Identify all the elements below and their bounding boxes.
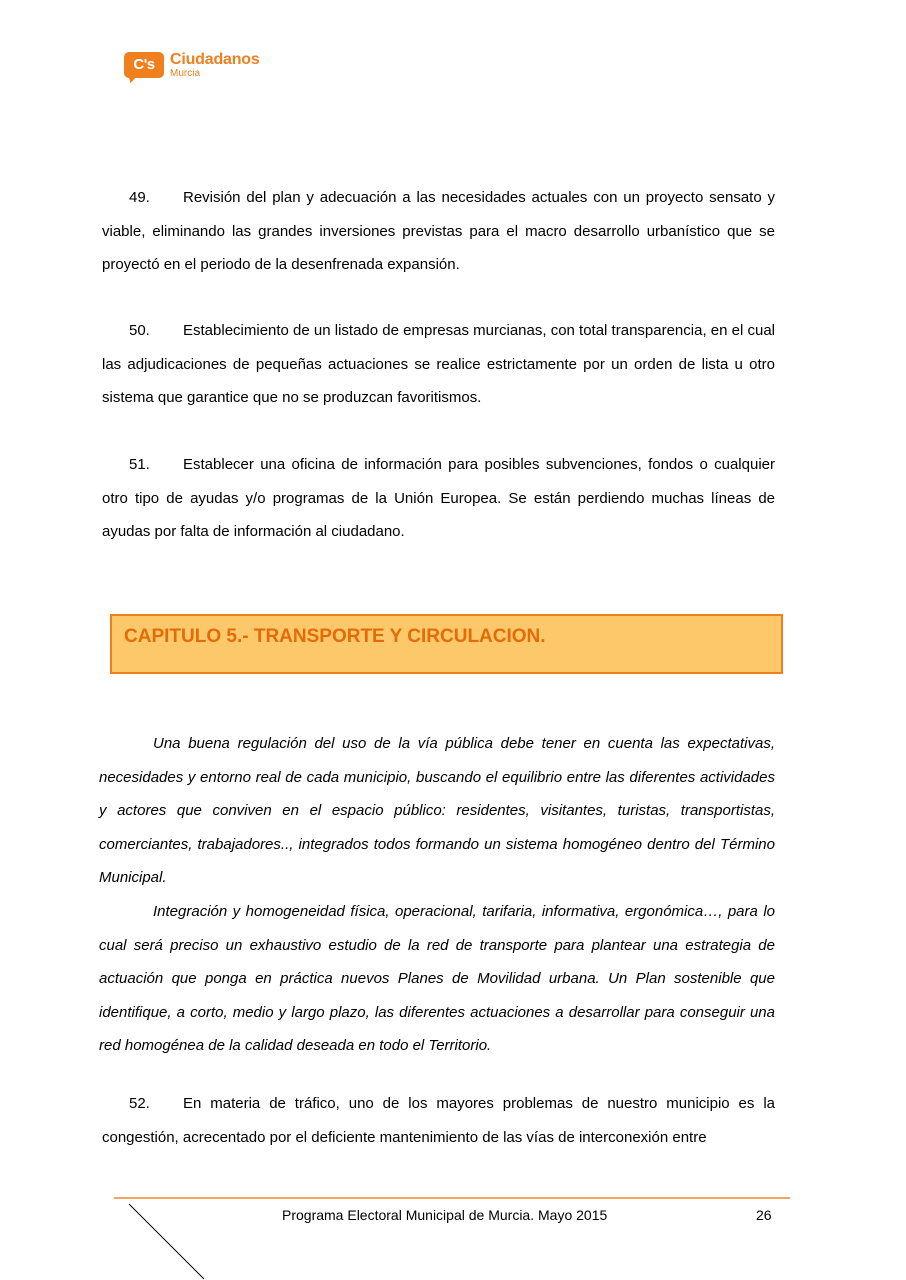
paragraph-52 [102,1087,775,1154]
paragraph-51 [102,448,775,549]
footer-diagonal-line [128,1203,208,1280]
logo-subtitle: Murcia [170,68,201,79]
intro-paragraph-1: Una buena regulación del uso de la vía pública debe tener en cuenta las expectativas, necesidades y entorno real de cada municipio, buscando el equilibrio entre las diferentes actividades y actores que conviven en el espacio público: residentes, visitantes, turistas, transportistas, comerciantes, trabajadores.., integrados todos formando un sistema homogéneo dentro del Término Municipal. [99,735,775,886]
paragraph-text: Establecer una oficina de información para posibles subvenciones, fondos o cualquier otro tipo de ayudas y/o programas de la Unión Europea. Se están perdiendo muchas líneas de ayudas por falta de información al ciudadano. [102,456,775,540]
speech-bubble-tail-icon [125,73,137,85]
logo-name: Ciudadanos [170,51,260,68]
paragraph-number: 50. [129,322,150,339]
footer-rule [114,1197,790,1199]
paragraph-number: 49. [129,189,150,206]
paragraph-text: Revisión del plan y adecuación a las necesidades actuales con un proyecto sensato y viable, eliminando las grandes inversiones previstas para el macro desarrollo urbanístico que se proyectó en el periodo de la desenfrenada expansión. [102,189,775,273]
ciudadanos-logo [124,52,274,84]
intro-paragraph-2: Integración y homogeneidad física, operacional, tarifaria, informativa, ergonómica…, para lo cual será preciso un exhaustivo estudio de la red de transporte para plantear una estrategia de actuación que ponga en práctica nuevos Planes de Movilidad urbana. Un Plan sostenible que identifique, a corto, medio y largo plazo, las diferentes actuaciones a desarrollar para conseguir una red homogénea de la calidad deseada en todo el Territorio. [99,903,775,1054]
paragraph-49 [102,181,775,282]
paragraph-50 [102,314,775,415]
paragraph-text: Establecimiento de un listado de empresas murcianas, con total transparencia, en el cual las adjudicaciones de pequeñas actuaciones se realice estrictamente por un orden de lista u otro sistema que garantice que no se produzcan favoritismos. [102,322,775,406]
logo-badge: C's [124,52,164,78]
chapter-title: CAPITULO 5.- TRANSPORTE Y CIRCULACION. [124,626,546,647]
footer-text: Programa Electoral Municipal de Murcia. Mayo 2015 [282,1207,608,1223]
page-number: 26 [756,1207,772,1223]
paragraph-number: 51. [129,456,150,473]
chapter-heading-box [110,614,783,674]
paragraph-text: En materia de tráfico, uno de los mayores problemas de nuestro municipio es la congestión, acrecentado por el deficiente mantenimiento de las vías de interconexión entre [102,1095,775,1146]
paragraph-number: 52. [129,1095,150,1112]
